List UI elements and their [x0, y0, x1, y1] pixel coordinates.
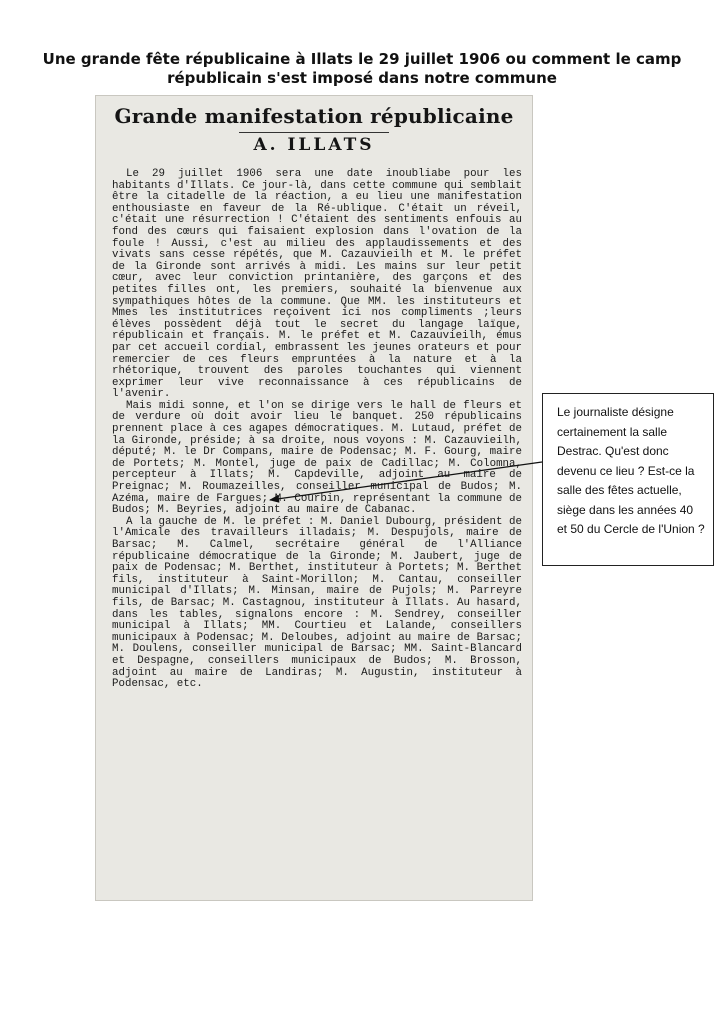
annotation-callout — [542, 393, 714, 566]
clipping-paragraph: Le 29 juillet 1906 sera une date inoubliabe pour les habitants d'Illats. Ce jour-là, dans cette commune qui semblait être la citadelle de la réaction, a eu lieu une manifestation enthousiaste en faveur de la Ré-ublique. C'était un réveil, c'était une résurrection ! C'étaient des sentiments enfouis au fond des cœurs qui faisaient explosion dans l'ovation de la foule ! Aussi, c'est au milieu des applaudissements et des vivats sans cesse répétés, que M. Cazauvieilh et M. le préfet de la Gironde sont arrivés à midi. Les mains sur leur petit cœur, avec leur conviction printanière, des garçons et des petites filles ont, les premiers, souhaité la bienvenue aux sympathiques hôtes de la commune. Que MM. les instituteurs et Mmes les institutrices reçoivent ici nos compliments ;leurs élèves possèdent déjà tout le secret du langage laïque, républicain et français. M. le préfet et M. Cazauvieilh, émus par cet accueil cordial, embrassent les jeunes orateurs et pour remercier de ces fleurs empruntées à la nature et à la rhétorique, trouvent des paroles touchantes qui viennent exprimer leur vive reconnaissance à ces républicains de l'avenir. — [112, 168, 522, 401]
page-title-line-1: Une grande fête républicaine à Illats le 29 juillet 1906 ou comment le camp — [42, 50, 682, 68]
clipping-subheadline: A. ILLATS — [253, 135, 375, 155]
clipping-headline: Grande manifestation républicaine — [114, 104, 514, 128]
page-title-line-2: républicain s'est imposé dans notre commune — [167, 69, 557, 87]
clipping-paragraph: Mais midi sonne, et l'on se dirige vers le hall de fleurs et de verdure où doit avoir lieu le banquet. 250 républicains prennent place à ces agapes démocratiques. M. Lutaud, préfet de la Gironde, préside; à sa droite, nous voyons : M. Cazauvieilh, député; M. le Dr Compans, maire de Podensac; M. F. Gourg, maire de Portets; M. Montel, juge de paix de Cadillac; M. Colomna, percepteur à Illats; M. Capdeville, adjoint au maire de Preignac; M. Roumazeilles, conseiller municipal de Budos; M. Azéma, maire de Fargues; M. Courbin, représentant la commune de Budos; M. Beyries, adjoint au maire de Cabanac. — [112, 399, 522, 517]
callout-text: Le journaliste désigne certainement la salle Destrac. Qu'est donc devenu ce lieu ? Est-ce la salle des fêtes actuelle, siège dans les années 40 et 50 du Cercle de l'Union ? — [557, 405, 705, 536]
clipping-paragraph: A la gauche de M. le préfet : M. Daniel Dubourg, président de l'Amicale des travailleurs illadais; M. Despujols, maire de Barsac; M. Calmel, secrétaire général de l'Alliance républicaine démocratique de la Gironde; M. Jaubert, juge de paix de Podensac; M. Berthet, instituteur à Portets; M. Berthet fils, instituteur à Saint-Morillon; M. Cantau, conseiller municipal d'Illats; M. Minsan, maire de Pujols; M. Parreyre fils, de Barsac; M. Castagnou, instituteur à Illats. Au hasard, dans les tables, signalons encore : M. Sendrey, conseiller municipal à Illats; MM. Courtieu et Lalande, conseillers municipaux à Podensac; M. Deloubes, adjoint au maire de Barsac; M. Doulens, conseiller municipal de Barsac; MM. Saint-Blancard et Despagne, conseillers municipaux de Budos; M. Brosson, adjoint au maire de Landiras; M. Augustin, instituteur à Podensac, etc. — [112, 515, 522, 691]
